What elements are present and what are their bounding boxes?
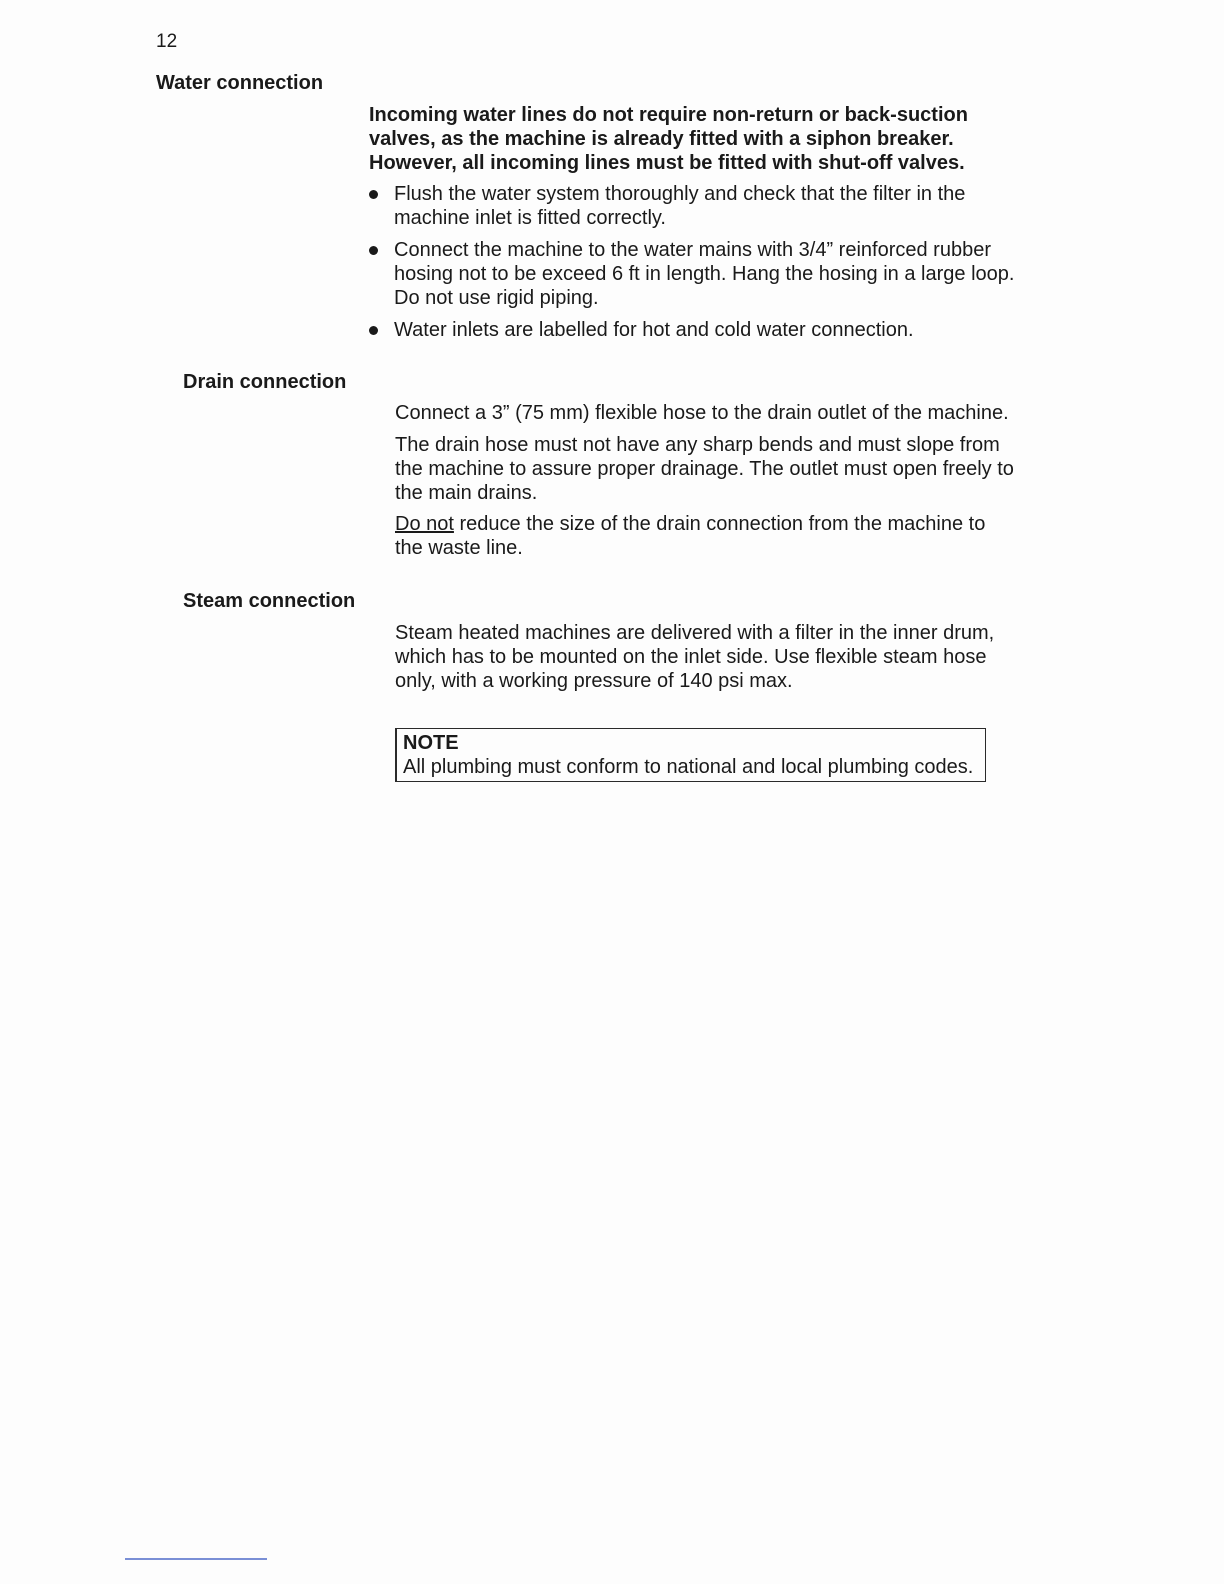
- list-item: [369, 318, 1019, 342]
- list-item: [369, 182, 1019, 230]
- drain-paragraph-hose: Connect a 3” (75 mm) flexible hose to the drain outlet of the machine.: [395, 402, 1009, 424]
- water-connection-heading: Water connection: [156, 72, 324, 94]
- list-item-text: Water inlets are labelled for hot and cold water connection.: [394, 319, 914, 341]
- drain-paragraph-size-text: reduce the size of the drain connection from the machine to the waste line.: [395, 513, 986, 559]
- drain-connection-heading: Drain connection: [183, 371, 347, 393]
- note-title: NOTE: [403, 732, 459, 754]
- drain-paragraph-slope: The drain hose must not have any sharp bends and must slope from the machine to assure proper drainage. The outlet must open freely to the main drains.: [395, 434, 1014, 504]
- bullet-icon: [369, 190, 378, 199]
- note-text: All plumbing must conform to national and local plumbing codes.: [403, 756, 974, 778]
- water-lead-warning: Incoming water lines do not require non-return or back-suction valves, as the machine is already fitted with a siphon breaker. However, all incoming lines must be fitted with shut-off valves.: [369, 104, 968, 174]
- emphasis-do-not: Do not: [395, 513, 454, 535]
- bullet-icon: [369, 326, 378, 335]
- water-bullet-list: [369, 182, 1019, 350]
- list-item-text: Flush the water system thoroughly and check that the filter in the machine inlet is fitted correctly.: [394, 183, 966, 229]
- drain-paragraph-size: [395, 512, 1015, 560]
- list-item: [369, 238, 1019, 310]
- note-box: [395, 728, 986, 782]
- list-item-text: Connect the machine to the water mains with 3/4” reinforced rubber hosing not to be exceed 6 ft in length. Hang the hosing in a large loop. Do not use rigid piping.: [394, 239, 1015, 309]
- page-number: 12: [156, 31, 178, 52]
- steam-paragraph: Steam heated machines are delivered with a filter in the inner drum, which has to be mounted on the inlet side. Use flexible steam hose only, with a working pressure of 140 psi max.: [395, 622, 995, 692]
- footer-divider: [125, 1558, 267, 1560]
- bullet-icon: [369, 246, 378, 255]
- steam-connection-heading: Steam connection: [183, 590, 356, 612]
